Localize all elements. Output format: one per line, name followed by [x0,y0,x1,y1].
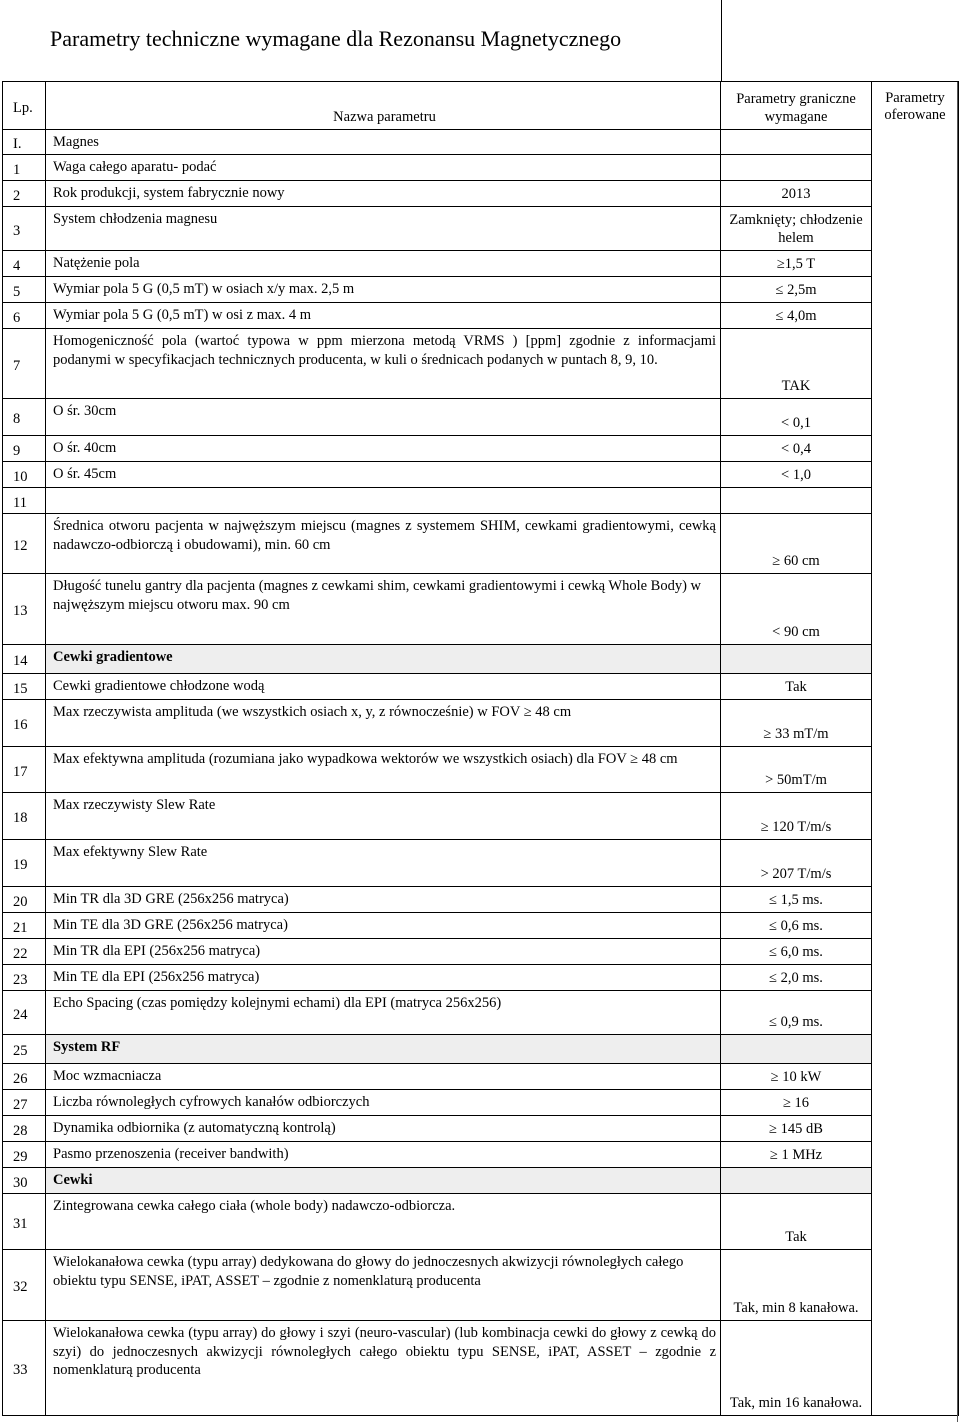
row-number: 10 [3,462,46,488]
required-value: Tak [721,674,872,700]
parameter-name: Max efektywny Slew Rate [46,840,721,887]
row-number: 19 [3,840,46,887]
table-row [3,155,959,181]
header-required: Parametry graniczne wymagane [721,82,872,130]
table-row [3,700,959,747]
row-number: 16 [3,700,46,747]
row-number: 12 [3,514,46,574]
table-row [3,1194,959,1250]
parameter-name: Min TE dla EPI (256x256 matryca) [46,965,721,991]
required-value: ≥ 16 [721,1090,872,1116]
table-row [3,1168,959,1194]
parameter-name: Min TR dla EPI (256x256 matryca) [46,939,721,965]
header-name: Nazwa parametru [46,82,721,130]
required-value: ≥1,5 T [721,251,872,277]
table-row [3,462,959,488]
row-number: 33 [3,1321,46,1416]
row-number: 11 [3,488,46,514]
row-number: 20 [3,887,46,913]
page-title: Parametry techniczne wymagane dla Rezonansu Magnetycznego [50,26,622,51]
table-row [3,965,959,991]
row-number: 14 [3,645,46,674]
header-offered: Parametry oferowane [872,82,959,1416]
table-row [3,1142,959,1168]
table-row [3,840,959,887]
row-number: 4 [3,251,46,277]
column-divider [721,0,722,82]
table-row [3,913,959,939]
table-row [3,399,959,436]
required-value: ≥ 10 kW [721,1064,872,1090]
parameter-name: Min TR dla 3D GRE (256x256 matryca) [46,887,721,913]
table-row [3,1090,959,1116]
parameter-name: Magnes [46,130,721,155]
row-number: 31 [3,1194,46,1250]
required-value: ≥ 1 MHz [721,1142,872,1168]
table-row [3,130,959,155]
table-row [3,574,959,645]
parameter-name: Min TE dla 3D GRE (256x256 matryca) [46,913,721,939]
required-value: < 0,1 [721,399,872,436]
table-row [3,251,959,277]
table-header [3,82,959,130]
row-number: 21 [3,913,46,939]
table-row [3,1116,959,1142]
required-value: ≥ 33 mT/m [721,700,872,747]
table-row [3,181,959,207]
table-row [3,303,959,329]
row-number: 23 [3,965,46,991]
table-row [3,1250,959,1321]
required-value: ≤ 0,6 ms. [721,913,872,939]
row-number: 15 [3,674,46,700]
row-number: 13 [3,574,46,645]
table-row [3,1321,959,1416]
parameter-name: Zintegrowana cewka całego ciała (whole body) nadawczo-odbiorcza. [46,1194,721,1250]
parameter-name: Średnica otworu pacjenta w najwęższym miejscu (magnes z systemem SHIM, cewkami gradientowymi, cewką nadawczo-odbiorczą i obudowami), min. 60 cm [46,514,721,574]
required-value [721,488,872,514]
table-row [3,939,959,965]
table-row [3,488,959,514]
row-number: 2 [3,181,46,207]
parameter-name: Wielokanałowa cewka (typu array) do głowy i szyi (neuro-vascular) (lub kombinacja cewki do głowy z cewką do szyi) do jednoczesnych akwizycji równoległych całego obiektu typu SENSE, iPAT, ASSET – zgodnie z nomenklaturą producenta [46,1321,721,1416]
table-row [3,277,959,303]
required-value: < 90 cm [721,574,872,645]
table-row [3,747,959,793]
required-value: ≤ 4,0m [721,303,872,329]
required-value: > 207 T/m/s [721,840,872,887]
row-number: 5 [3,277,46,303]
required-value: Tak, min 16 kanałowa. [721,1321,872,1416]
parameter-name: Moc wzmacniacza [46,1064,721,1090]
parameter-name: Max rzeczywisty Slew Rate [46,793,721,840]
required-value: ≤ 2,0 ms. [721,965,872,991]
parameter-name: Liczba równoległych cyfrowych kanałów odbiorczych [46,1090,721,1116]
table-row [3,436,959,462]
row-number: 1 [3,155,46,181]
required-value: ≤ 0,9 ms. [721,991,872,1035]
row-number: 32 [3,1250,46,1321]
row-number: 24 [3,991,46,1035]
right-border [957,82,958,1422]
parameter-name: Waga całego aparatu- podać [46,155,721,181]
parameter-name [46,488,721,514]
required-value: Zamknięty; chłodzenie helem [721,207,872,251]
row-number: 29 [3,1142,46,1168]
table-row [3,674,959,700]
table-row [3,991,959,1035]
required-value: ≥ 60 cm [721,514,872,574]
table-row [3,514,959,574]
row-number: 30 [3,1168,46,1194]
parameter-name: Max rzeczywista amplituda (we wszystkich osiach x, y, z równocześnie) w FOV ≥ 48 cm [46,700,721,747]
required-value: Tak [721,1194,872,1250]
required-value: > 50mT/m [721,747,872,793]
parameter-name: Wymiar pola 5 G (0,5 mT) w osiach x/y max. 2,5 m [46,277,721,303]
row-number: 22 [3,939,46,965]
table-row [3,1035,959,1064]
required-value [721,155,872,181]
row-number: 28 [3,1116,46,1142]
required-value: ≥ 145 dB [721,1116,872,1142]
required-value [721,1035,872,1064]
required-value: 2013 [721,181,872,207]
required-value [721,645,872,674]
parameter-name: Cewki gradientowe chłodzone wodą [46,674,721,700]
parameter-name: Echo Spacing (czas pomiędzy kolejnymi echami) dla EPI (matryca 256x256) [46,991,721,1035]
row-number: 3 [3,207,46,251]
table-row [3,329,959,399]
parameter-name: O śr. 40cm [46,436,721,462]
row-number: 17 [3,747,46,793]
required-value: ≤ 6,0 ms. [721,939,872,965]
row-number: 18 [3,793,46,840]
parameter-name: Rok produkcji, system fabrycznie nowy [46,181,721,207]
parameter-name: Pasmo przenoszenia (receiver bandwith) [46,1142,721,1168]
row-number: 25 [3,1035,46,1064]
required-value: Tak, min 8 kanałowa. [721,1250,872,1321]
required-value: TAK [721,329,872,399]
row-number: 7 [3,329,46,399]
row-number: 27 [3,1090,46,1116]
spec-table [2,81,959,1416]
required-value [721,1168,872,1194]
required-value: < 1,0 [721,462,872,488]
parameter-name: Max efektywna amplituda (rozumiana jako wypadkowa wektorów we wszystkich osiach) dla FOV ≥ 48 cm [46,747,721,793]
row-number: I. [3,130,46,155]
table-row [3,793,959,840]
parameter-name: Natężenie pola [46,251,721,277]
parameter-name: Długość tunelu gantry dla pacjenta (magnes z cewkami shim, cewkami gradientowymi i cewką Whole Body) w najwęższym miejscu otworu max. 90 cm [46,574,721,645]
parameter-name: System chłodzenia magnesu [46,207,721,251]
required-value [721,130,872,155]
row-number: 9 [3,436,46,462]
row-number: 26 [3,1064,46,1090]
required-value: ≤ 2,5m [721,277,872,303]
parameter-name: Wymiar pola 5 G (0,5 mT) w osi z max. 4 m [46,303,721,329]
parameter-name: Cewki gradientowe [46,645,721,674]
required-value: < 0,4 [721,436,872,462]
parameter-name: Homogeniczność pola (wartoć typowa w ppm mierzona metodą VRMS ) [ppm] zgodnie z informacjami podanymi w specyfikacjach technicznych producenta, w kuli o średnicach podanych w puntach 8, 9, 10. [46,329,721,399]
row-number: 6 [3,303,46,329]
parameter-name: System RF [46,1035,721,1064]
parameter-name: O śr. 45cm [46,462,721,488]
parameter-name: Wielokanałowa cewka (typu array) dedykowana do głowy do jednoczesnych akwizycji równoległych całego obiektu typu SENSE, iPAT, ASSET – zgodnie z nomenklaturą producenta [46,1250,721,1321]
header-lp: Lp. [3,82,46,130]
required-value: ≤ 1,5 ms. [721,887,872,913]
table-row [3,887,959,913]
required-value: ≥ 120 T/m/s [721,793,872,840]
parameter-name: Dynamika odbiornika (z automatyczną kontrolą) [46,1116,721,1142]
table-row [3,1064,959,1090]
parameter-name: Cewki [46,1168,721,1194]
row-number: 8 [3,399,46,436]
table-row [3,207,959,251]
table-row [3,645,959,674]
parameter-name: O śr. 30cm [46,399,721,436]
